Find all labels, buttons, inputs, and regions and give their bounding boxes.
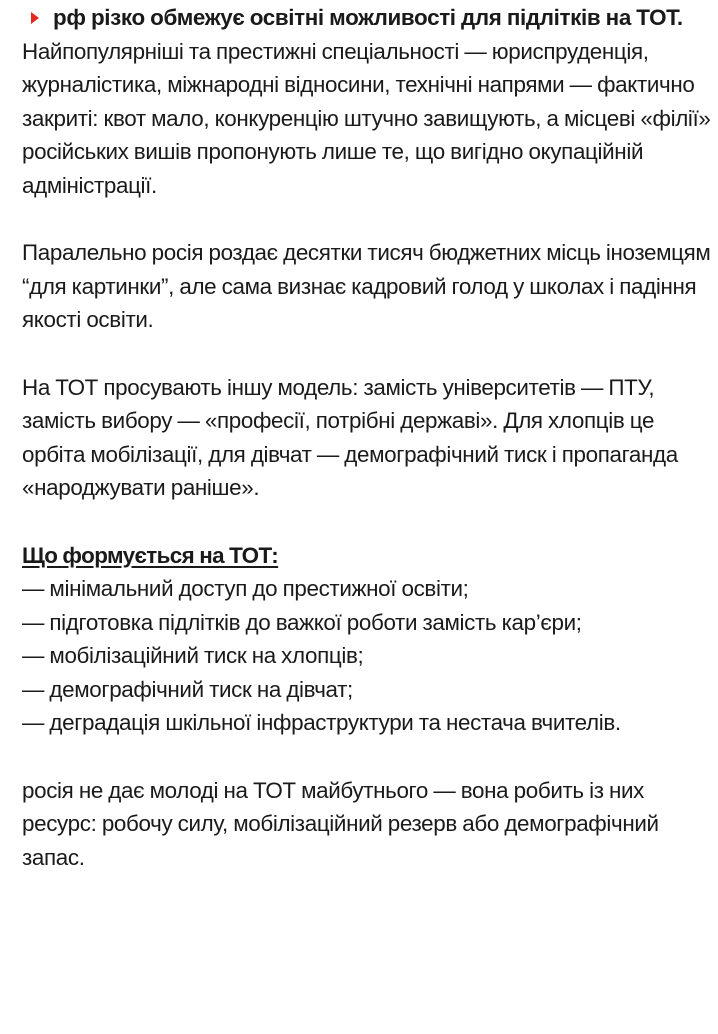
paragraph-model: На ТОТ просувають іншу модель: замість університетів — ПТУ, замість вибору — «професії, потрібні державі». Для хлопців це орбіта мобілізації, для дівчат — демографічний тиск і пропаганда «народжувати раніше». [22, 374, 678, 501]
conclusion-paragraph: росія не дає молоді на ТОТ майбутнього — вона робить із них ресурс: робочу силу, мобілізаційний резерв або демографічний запас. [22, 777, 659, 870]
intro-paragraph [22, 1, 712, 203]
intro-lead-text: Найпопулярніші та престижні спеціальності — юриспруденція, журналістика, міжнародні відносини, технічні напрями — фактично закриті: квот мало, конкуренцію штучно завищують, а місцеві «філії» російських вишів пропонують лише те, що вигідно окупаційній адміністрації. [22, 38, 711, 198]
paragraph-gap [22, 740, 712, 774]
list-item: — мінімальний доступ до престижної освіти; [22, 576, 469, 602]
list-item: — мобілізаційний тиск на хлопців; [22, 643, 364, 669]
list-item: — деградація шкільної інфраструктури та нестача вчителів. [22, 710, 621, 736]
list-heading: Що формується на ТОТ: [22, 542, 279, 568]
red-triangle-marker-icon [31, 12, 39, 24]
paragraph-gap [22, 203, 712, 237]
paragraph-gap [22, 337, 712, 371]
paragraph-gap [22, 505, 712, 539]
paragraph-budget-places: Паралельно росія роздає десятки тисяч бюджетних місць іноземцям “для картинки”, але сама визнає кадровий голод у школах і падіння якості освіти. [22, 240, 711, 333]
intro-lead-bold: рф різко обмежує освітні можливості для підлітків на ТОТ. [53, 5, 683, 30]
list-item: — підготовка підлітків до важкої роботи замість кар’єри; [22, 609, 582, 635]
article-body [22, 1, 712, 874]
list-section [22, 539, 712, 741]
list-item: — демографічний тиск на дівчат; [22, 676, 353, 702]
